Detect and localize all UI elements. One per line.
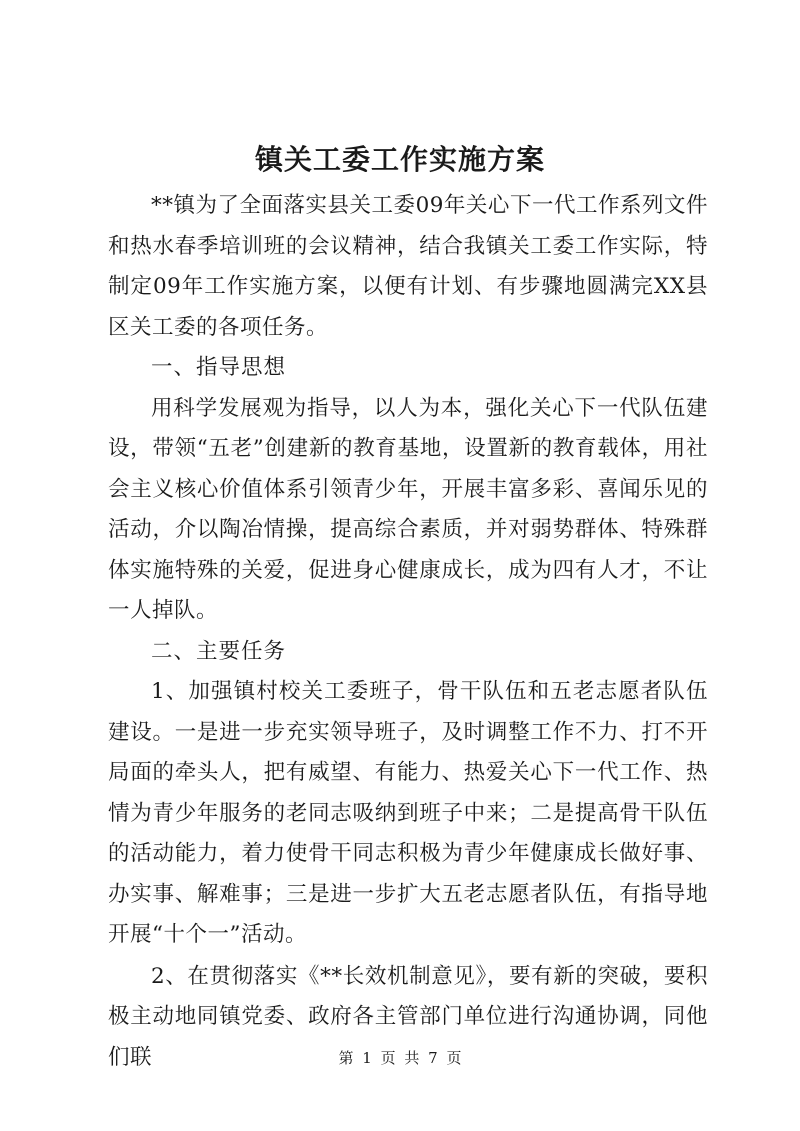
section-heading-guiding-ideology: 一、指导思想 xyxy=(151,355,287,380)
document-body xyxy=(108,186,708,1078)
document-title: 镇关工委工作实施方案 xyxy=(254,143,545,176)
guiding-ideology-paragraph: 用科学发展观为指导，以人为本，强化关心下一代队伍建设，带领“五老”创建新的教育基地，设置新的教育载体，用社会主义核心价值体系引领青少年，开展丰富多彩、喜闻乐见的活动，介以陶冶情操，提高综合素质，并对弱势群体、特殊群体实施特殊的关爱，促进身心健康成长，成为四有人才，不让一人掉队。 xyxy=(108,395,708,623)
section-heading-main-tasks: 二、主要任务 xyxy=(151,638,287,664)
intro-paragraph: **镇为了全面落实县关工委09年关心下一代工作系列文件和热水春季培训班的会议精神，结合我镇关工委工作实际，特制定09年工作实施方案，以便有计划、有步骤地圆满完XX县区关工委的各项任务。 xyxy=(108,193,708,340)
task-2-paragraph: 2、在贯彻落实《**长效机制意见》，要有新的突破，要积极主动地同镇党委、政府各主管部门单位进行沟通协调，同他们联 xyxy=(108,963,708,1070)
page-footer: 第 1 页 共 7 页 xyxy=(338,1049,462,1067)
task-1-paragraph: 1、加强镇村校关工委班子，骨干队伍和五老志愿者队伍建设。一是进一步充实领导班子，及时调整工作不力、打不开局面的牵头人，把有威望、有能力、热爱关心下一代工作、热情为青少年服务的老同志吸纳到班子中来；二是提高骨干队伍的活动能力，着力使骨干同志积极为青少年健康成长做好事、办实事、解难事；三是进一步扩大五老志愿者队伍，有指导地开展“十个一”活动。 xyxy=(108,679,708,947)
